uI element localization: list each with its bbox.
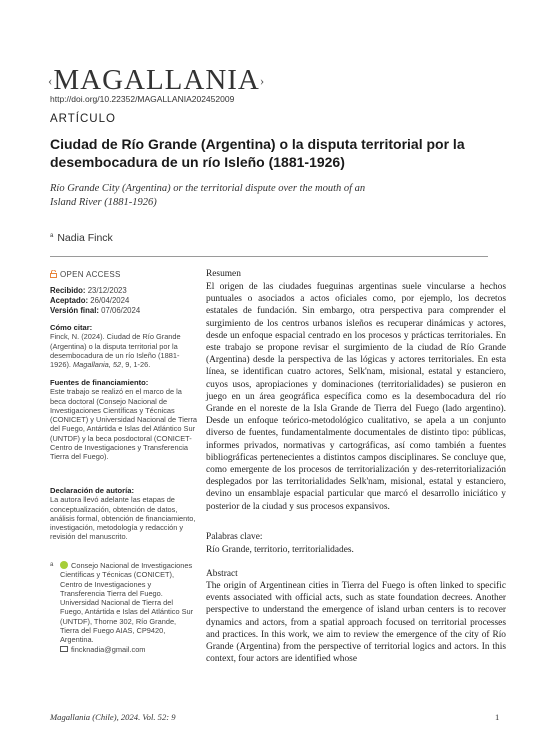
funding-sources bbox=[50, 378, 198, 462]
article-dates bbox=[50, 286, 198, 316]
orcid-icon[interactable] bbox=[60, 561, 68, 569]
english-title: Río Grande City (Argentina) or the territorial dispute over the mouth of an Island River (1881-1926) bbox=[50, 183, 366, 208]
cite-text: Finck, N. (2024). Ciudad de Río Grande (Argentina) o la disputa territorial por la desembocadura de un río Isleño (1881-1926). Magallania, 52, 9, 1-26. bbox=[50, 332, 181, 370]
author-name[interactable]: Nadia Finck bbox=[57, 232, 113, 244]
open-access-label: OPEN ACCESS bbox=[60, 270, 121, 279]
email-icon bbox=[60, 646, 68, 652]
keywords-heading: Palabras clave: bbox=[206, 532, 263, 542]
journal-logo bbox=[48, 64, 265, 97]
how-to-cite bbox=[50, 323, 198, 369]
doi-link[interactable]: http://doi.org/10.22352/MAGALLANIA202452009 bbox=[50, 94, 235, 104]
logo-text: MAGALLANIA bbox=[53, 64, 260, 96]
funding-heading: Fuentes de financiamiento: bbox=[50, 378, 149, 387]
article-type-label: ARTÍCULO bbox=[50, 113, 116, 125]
received-date: Recibido: 23/12/2023 bbox=[50, 286, 127, 295]
cite-heading: Cómo citar: bbox=[50, 323, 93, 332]
keywords-text: Río Grande, territorio, territorialidades. bbox=[206, 545, 354, 555]
open-lock-icon bbox=[50, 270, 57, 278]
affiliation-marker: a bbox=[50, 562, 54, 568]
declaration-heading: Declaración de autoría: bbox=[50, 486, 134, 495]
header-divider bbox=[50, 256, 488, 257]
funding-text: Este trabajo se realizó en el marco de la beca doctoral (Consejo Nacional de Investigaciones Científicas y Técnicas (CONICET) y Universidad Nacional de Tierra del Fuego, Antártida e Islas del Atlántico Sur (UNTDF) y la beca posdoctoral (CONICET-Centro de Investigaciones y Transferencia Tierra del Fuego). bbox=[50, 387, 198, 462]
abstract-text: The origin of Argentinean cities in Tierra del Fuego is often linked to specific events associated with official acts, such as state foundation decrees. Another perspective to understand the emergence of island urban centers is to recover dynamics and actors, from a spatial approach focused on territorial processes and practices. In this work, we aim to review the emergence of the city of Río Grande (Argentina) from the perspective of territorial logics and actors. In this context, four actors are identified whose bbox=[206, 581, 506, 665]
author-email[interactable]: fincknadia@gmail.com bbox=[60, 645, 196, 654]
footer-citation: Magallania (Chile), 2024. Vol. 52: 9 bbox=[50, 712, 176, 722]
open-access-badge bbox=[50, 270, 198, 279]
resumen-heading: Resumen bbox=[206, 269, 241, 279]
affiliation-block bbox=[60, 561, 196, 654]
abstract-heading: Abstract bbox=[206, 569, 238, 579]
resumen-text: El origen de las ciudades fueguinas argentinas suele vincularse a hechos puntuales o asociados a actos oficiales como, por ejemplo, los decretos estatales de fundación. Sin embargo, otra perspectiva para comprender el surgimiento de los centros urbanos isleños es recuperar dinámicas y actores, desde un enfoque espacial centrado en los procesos y prácticas territoriales. En este trabajo se propone revisar el surgimiento de la ciudad de Río Grande (Argentina) desde la perspectiva de las lógicas y actores territoriales. En esta línea, se identifican cuatro actores, Selk'nam, misional, estatal y estanciero, cuyos usos, apropiaciones y dominaciones (territorialidades) se pusieron en juego en un área geográfica específica como es la desembocadura del río Grande en el noreste de la Isla Grande de Tierra del Fuego (lado argentino). Desde un enfoque teórico-metodológico cualitativo, se apela a un conjunto diverso de fuentes, fundamentalmente documentales de distinto tipo: públicas, informes privados, normativas y cartográficas, así como también a fuentes bibliográficas pertenecientes a distintos campos disciplinares. Se concluye que, como emergente de los procesos de territorialización y des-reterritorialización desplegados por las territorialidades Selk'nam, misional, estatal y estanciero, devino un ensamblaje espacial particular que marcó el desarrollo iniciático y posterior de la ciudad y sus procesos expansivos. bbox=[206, 282, 506, 512]
logo-ornament-left: ‹ bbox=[48, 73, 54, 88]
page-number: 1 bbox=[495, 712, 500, 722]
final-version-date: Versión final: 07/06/2024 bbox=[50, 306, 141, 315]
logo-ornament-right: › bbox=[259, 73, 266, 88]
authorship-declaration bbox=[50, 486, 198, 542]
declaration-text: La autora llevó adelante las etapas de conceptualización, obtención de datos, análisis formal, obtención de financiamiento, investigación, metodología y redacción y revisión del manuscrito. bbox=[50, 495, 196, 542]
article-title: Ciudad de Río Grande (Argentina) o la disputa territorial por la desembocadura de un río Isleño (1881-1926) bbox=[50, 136, 465, 170]
affiliation-text: Consejo Nacional de Investigaciones Científicas y Técnicas (CONICET), Centro de Investigaciones y Transferencia Tierra del Fuego. Universidad Nacional de Tierra del Fuego, Antártida e Islas del Atlántico Sur (UNTDF), Thorne 302, Río Grande, Tierra del Fuego AIAS, CP9420, Argentina. bbox=[60, 561, 194, 645]
author-affiliation-marker: a bbox=[50, 232, 54, 239]
author-line bbox=[50, 232, 113, 244]
accepted-date: Aceptado: 26/04/2024 bbox=[50, 296, 130, 305]
